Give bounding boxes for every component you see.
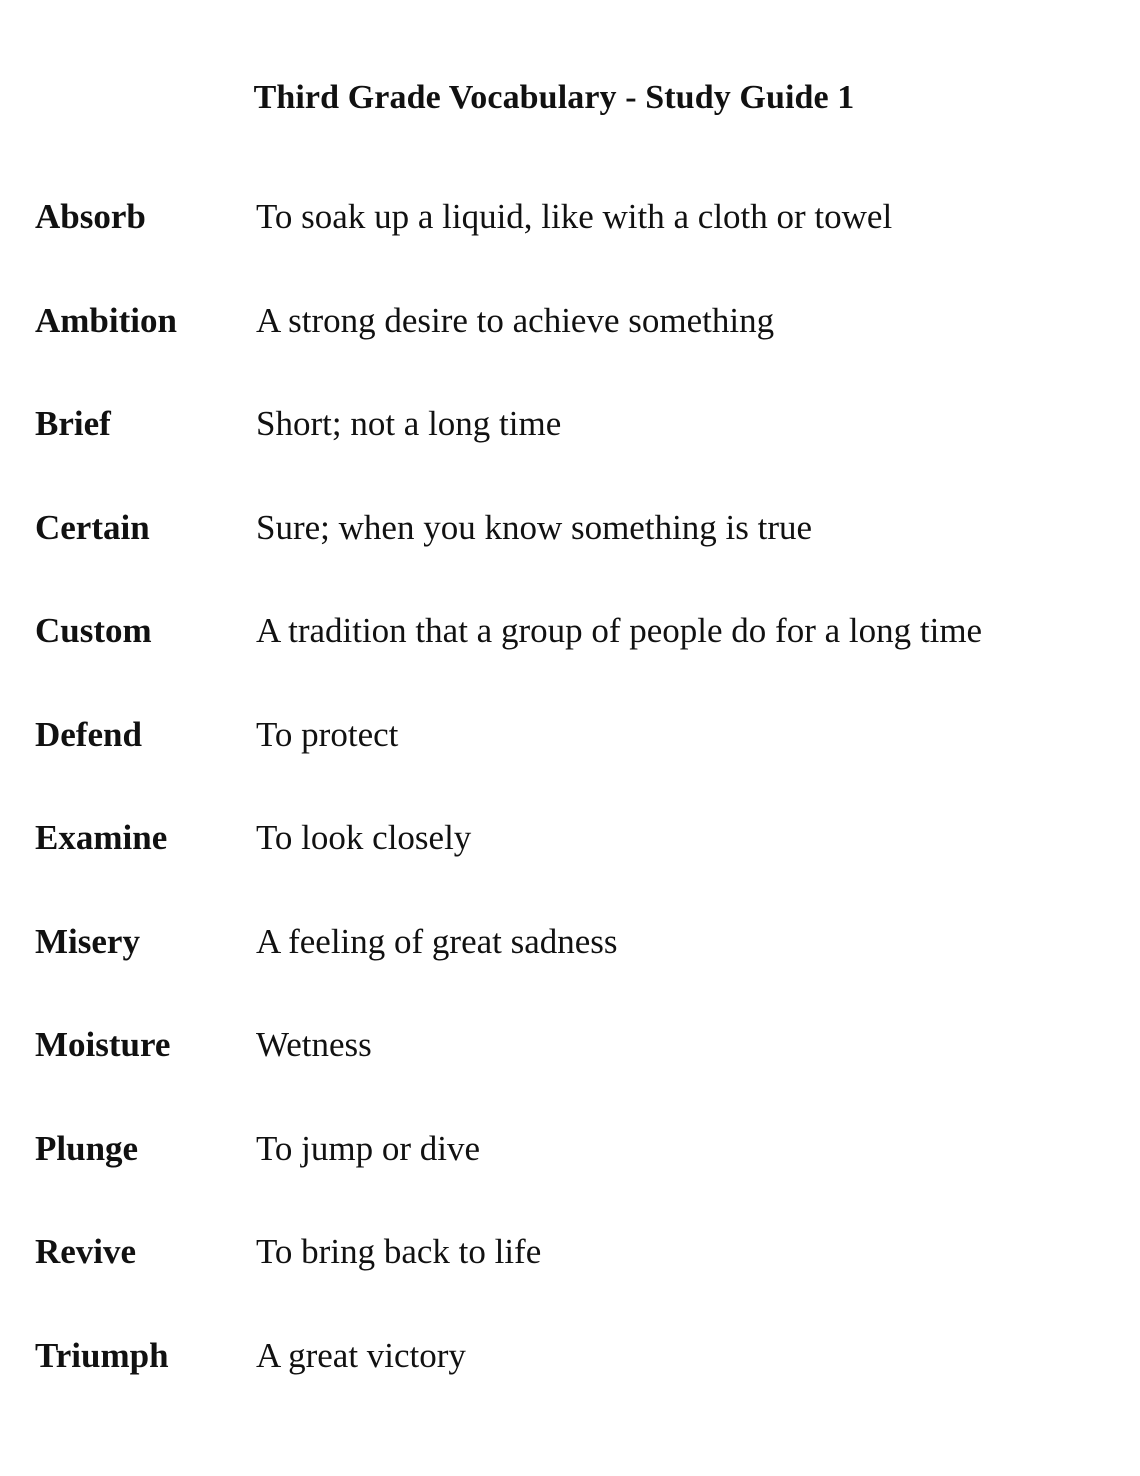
vocabulary-definition: Short; not a long time (256, 404, 562, 443)
vocabulary-entry (0, 713, 1140, 817)
vocabulary-definition: Wetness (256, 1025, 372, 1064)
vocabulary-entry (0, 1334, 1140, 1438)
vocabulary-term: Absorb (35, 197, 146, 236)
vocabulary-definition: Sure; when you know something is true (256, 507, 813, 547)
vocabulary-entry (0, 506, 1140, 610)
vocabulary-list (0, 195, 1140, 1437)
vocabulary-term: Revive (35, 1232, 137, 1271)
vocabulary-entry (0, 1127, 1140, 1231)
vocabulary-entry (0, 920, 1140, 1024)
vocabulary-term: Plunge (35, 1128, 139, 1168)
vocabulary-term: Moisture (35, 1025, 171, 1064)
page-title: Third Grade Vocabulary - Study Guide 1 (253, 79, 855, 116)
vocabulary-term: Triumph (35, 1335, 169, 1375)
vocabulary-entry (0, 195, 1140, 299)
vocabulary-entry (0, 299, 1140, 403)
vocabulary-term: Defend (35, 714, 142, 754)
vocabulary-definition: A tradition that a group of people do for a long time (256, 611, 983, 650)
vocabulary-entry (0, 1023, 1140, 1127)
vocabulary-definition: A strong desire to achieve something (256, 300, 775, 340)
vocabulary-definition: To bring back to life (256, 1232, 542, 1271)
vocabulary-entry (0, 816, 1140, 920)
vocabulary-term: Custom (35, 611, 152, 650)
vocabulary-term: Brief (35, 404, 111, 443)
vocabulary-definition: To look closely (256, 818, 472, 857)
vocabulary-term: Examine (35, 818, 168, 857)
vocabulary-definition: To jump or dive (256, 1128, 481, 1168)
vocabulary-definition: To protect (256, 714, 399, 754)
vocabulary-entry (0, 609, 1140, 713)
vocabulary-term: Misery (35, 921, 140, 961)
vocabulary-entry (0, 402, 1140, 506)
vocabulary-entry (0, 1230, 1140, 1334)
vocabulary-term: Certain (35, 507, 150, 547)
vocabulary-definition: A feeling of great sadness (256, 921, 618, 961)
vocabulary-definition: A great victory (256, 1335, 466, 1375)
vocabulary-definition: To soak up a liquid, like with a cloth or towel (256, 197, 893, 236)
vocabulary-term: Ambition (35, 300, 177, 340)
